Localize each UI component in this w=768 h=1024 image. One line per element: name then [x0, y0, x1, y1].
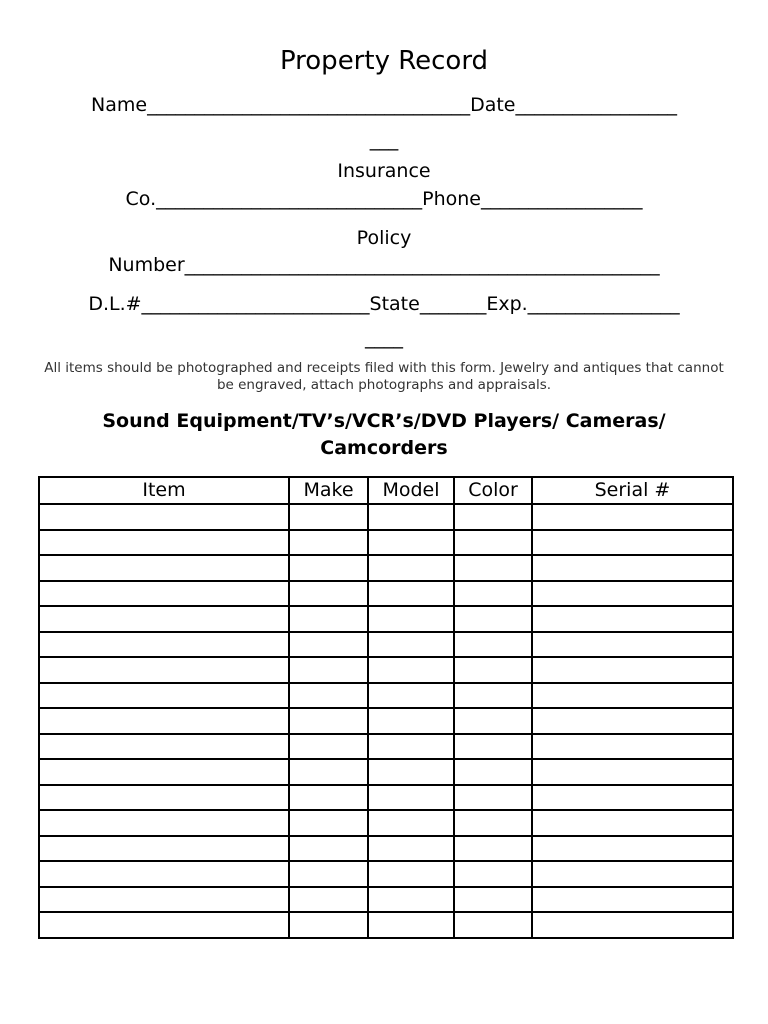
cell-color[interactable] — [454, 810, 532, 836]
name-date-line[interactable]: Name__________________________________Date_________________ — [91, 94, 677, 116]
cell-color[interactable] — [454, 504, 532, 530]
cell-model[interactable] — [368, 759, 454, 785]
table-row — [39, 632, 733, 658]
policy-number-line[interactable]: Number__________________________________________________ — [108, 254, 660, 276]
cell-make[interactable] — [289, 606, 368, 632]
cell-make[interactable] — [289, 759, 368, 785]
cell-item[interactable] — [39, 530, 289, 556]
table-row — [39, 861, 733, 887]
table-row — [39, 734, 733, 760]
cell-color[interactable] — [454, 555, 532, 581]
cell-item[interactable] — [39, 785, 289, 811]
cell-item[interactable] — [39, 836, 289, 862]
cell-make[interactable] — [289, 785, 368, 811]
table-row — [39, 810, 733, 836]
cell-serial[interactable] — [532, 504, 733, 530]
cell-serial[interactable] — [532, 861, 733, 887]
cell-item[interactable] — [39, 861, 289, 887]
cell-model[interactable] — [368, 810, 454, 836]
column-header-model: Model — [368, 477, 454, 504]
column-header-serial: Serial # — [532, 477, 733, 504]
table-row — [39, 530, 733, 556]
cell-serial[interactable] — [532, 836, 733, 862]
cell-model[interactable] — [368, 632, 454, 658]
table-row — [39, 504, 733, 530]
cell-model[interactable] — [368, 861, 454, 887]
cell-model[interactable] — [368, 581, 454, 607]
cell-item[interactable] — [39, 555, 289, 581]
cell-model[interactable] — [368, 708, 454, 734]
instructions-note: All items should be photographed and receipts filed with this form. Jewelry and antiques that cannot be engraved, attach photographs and appraisals. — [44, 360, 724, 393]
cell-make[interactable] — [289, 810, 368, 836]
cell-item[interactable] — [39, 887, 289, 913]
cell-color[interactable] — [454, 708, 532, 734]
cell-model[interactable] — [368, 785, 454, 811]
cell-color[interactable] — [454, 581, 532, 607]
cell-model[interactable] — [368, 504, 454, 530]
cell-color[interactable] — [454, 530, 532, 556]
cell-model[interactable] — [368, 734, 454, 760]
table-row — [39, 555, 733, 581]
cell-color[interactable] — [454, 683, 532, 709]
cell-serial[interactable] — [532, 632, 733, 658]
date-continuation-line[interactable]: ___ — [369, 129, 399, 151]
cell-color[interactable] — [454, 759, 532, 785]
cell-make[interactable] — [289, 836, 368, 862]
cell-serial[interactable] — [532, 683, 733, 709]
table-row — [39, 785, 733, 811]
cell-make[interactable] — [289, 708, 368, 734]
cell-item[interactable] — [39, 734, 289, 760]
cell-model[interactable] — [368, 606, 454, 632]
cell-item[interactable] — [39, 708, 289, 734]
cell-color[interactable] — [454, 836, 532, 862]
exp-continuation-line[interactable]: ____ — [365, 327, 403, 349]
table-row — [39, 836, 733, 862]
column-header-item: Item — [39, 477, 289, 504]
cell-color[interactable] — [454, 912, 532, 938]
cell-serial[interactable] — [532, 657, 733, 683]
cell-item[interactable] — [39, 657, 289, 683]
cell-item[interactable] — [39, 581, 289, 607]
cell-item[interactable] — [39, 810, 289, 836]
cell-serial[interactable] — [532, 912, 733, 938]
cell-item[interactable] — [39, 632, 289, 658]
page-title: Property Record — [279, 46, 489, 76]
cell-item[interactable] — [39, 759, 289, 785]
cell-item[interactable] — [39, 683, 289, 709]
column-header-make: Make — [289, 477, 368, 504]
cell-make[interactable] — [289, 555, 368, 581]
table-row — [39, 708, 733, 734]
cell-serial[interactable] — [532, 785, 733, 811]
table-row — [39, 912, 733, 938]
cell-model[interactable] — [368, 912, 454, 938]
cell-model[interactable] — [368, 530, 454, 556]
cell-make[interactable] — [289, 504, 368, 530]
cell-color[interactable] — [454, 861, 532, 887]
cell-make[interactable] — [289, 683, 368, 709]
cell-model[interactable] — [368, 657, 454, 683]
table-row — [39, 887, 733, 913]
cell-item[interactable] — [39, 606, 289, 632]
column-header-color: Color — [454, 477, 532, 504]
cell-make[interactable] — [289, 734, 368, 760]
cell-serial[interactable] — [532, 581, 733, 607]
cell-serial[interactable] — [532, 734, 733, 760]
table-row — [39, 759, 733, 785]
table-row — [39, 581, 733, 607]
cell-serial[interactable] — [532, 887, 733, 913]
cell-serial[interactable] — [532, 555, 733, 581]
cell-make[interactable] — [289, 887, 368, 913]
policy-label: Policy — [356, 227, 412, 249]
cell-serial[interactable] — [532, 810, 733, 836]
table-row — [39, 657, 733, 683]
cell-make[interactable] — [289, 632, 368, 658]
cell-make[interactable] — [289, 657, 368, 683]
section-title: Sound Equipment/TV’s/VCR’s/DVD Players/ Cameras/ Camcorders — [102, 410, 666, 459]
cell-color[interactable] — [454, 785, 532, 811]
cell-serial[interactable] — [532, 530, 733, 556]
property-table — [38, 476, 734, 939]
insurance-label: Insurance — [337, 160, 431, 182]
cell-color[interactable] — [454, 734, 532, 760]
cell-item[interactable] — [39, 912, 289, 938]
cell-item[interactable] — [39, 504, 289, 530]
table-row — [39, 606, 733, 632]
cell-model[interactable] — [368, 887, 454, 913]
cell-make[interactable] — [289, 581, 368, 607]
insurance-phone-line[interactable]: Co.____________________________Phone_________________ — [125, 188, 643, 210]
cell-make[interactable] — [289, 912, 368, 938]
cell-model[interactable] — [368, 836, 454, 862]
cell-color[interactable] — [454, 632, 532, 658]
cell-serial[interactable] — [532, 708, 733, 734]
cell-model[interactable] — [368, 555, 454, 581]
cell-color[interactable] — [454, 606, 532, 632]
dl-state-exp-line[interactable]: D.L.#________________________State_______Exp.________________ — [88, 293, 680, 315]
cell-make[interactable] — [289, 861, 368, 887]
cell-color[interactable] — [454, 887, 532, 913]
table-body — [39, 504, 733, 938]
table-row — [39, 683, 733, 709]
cell-serial[interactable] — [532, 759, 733, 785]
cell-serial[interactable] — [532, 606, 733, 632]
cell-make[interactable] — [289, 530, 368, 556]
table-header-row — [39, 477, 733, 504]
cell-color[interactable] — [454, 657, 532, 683]
cell-model[interactable] — [368, 683, 454, 709]
